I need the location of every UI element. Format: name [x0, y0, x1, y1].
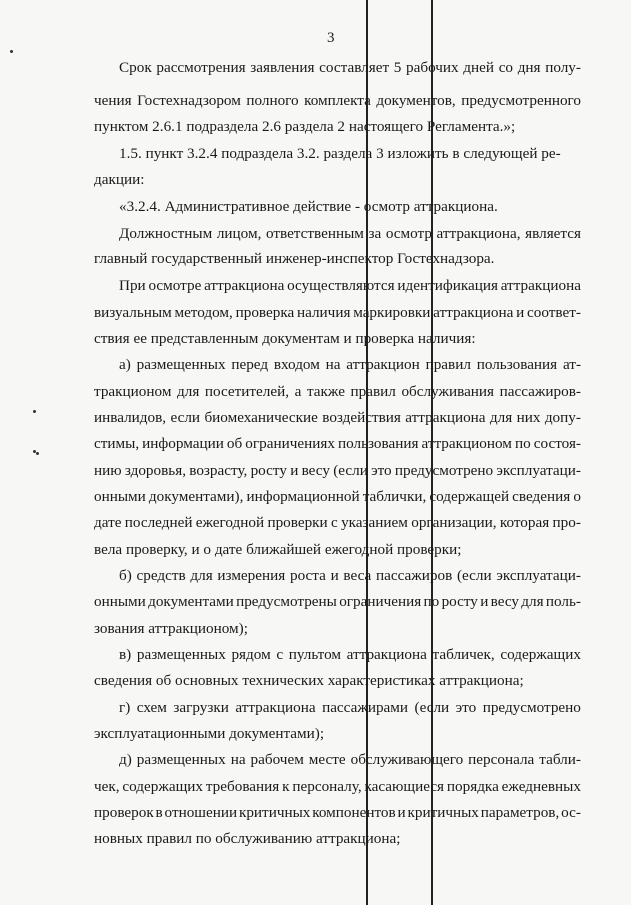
- page-number: 3: [327, 30, 335, 46]
- text-line: стимы, информации об ограничениях пользования аттракционом по состоя-: [94, 435, 581, 452]
- text-line: пунктом 2.6.1 подраздела 2.6 раздела 2 настоящего Регламента.»;: [94, 118, 516, 135]
- text-line: нию здоровья, возрасту, росту и весу (если это предусмотрено эксплуатаци-: [94, 462, 581, 479]
- text-line: д) размещенных на рабочем месте обслуживающего персонала табли-: [119, 751, 581, 768]
- text-line: чек, содержащих требования к персоналу, касающиеся порядка ежедневных: [94, 778, 581, 795]
- text-line: эксплуатационными документами);: [94, 725, 325, 742]
- text-line: а) размещенных перед входом на аттракцион правил пользования ат-: [119, 356, 581, 373]
- text-line: зования аттракционом);: [94, 620, 248, 637]
- text-line: тракционом для посетителей, а также правил обслуживания пассажиров-: [94, 383, 581, 400]
- text-line: Должностным лицом, ответственным за осмотр аттракциона, является: [119, 225, 581, 242]
- text-line: инвалидов, если биомеханические воздействия аттракциона для них допу-: [94, 409, 581, 426]
- text-line: При осмотре аттракциона осуществляются идентификация аттракциона: [119, 277, 581, 294]
- scan-speck: [10, 50, 13, 53]
- text-line: «3.2.4. Административное действие - осмотр аттракциона.: [119, 198, 498, 215]
- text-line: сведения об основных технических характеристиках аттракциона;: [94, 672, 524, 689]
- scan-speck: [36, 452, 39, 455]
- text-line: дате последней ежегодной проверки с указанием организации, которая про-: [94, 514, 581, 531]
- text-line: онными документами предусмотрены ограничения по росту и весу для поль-: [94, 593, 581, 610]
- text-line: чения Гостехнадзором полного комплекта документов, предусмотренного: [94, 92, 581, 109]
- text-line: вела проверку, и о дате ближайшей ежегодной проверки;: [94, 541, 462, 558]
- text-line: новных правил по обслуживанию аттракциона;: [94, 830, 401, 847]
- scan-speck: [33, 410, 36, 413]
- text-line: дакции:: [94, 171, 145, 188]
- text-line: б) средств для измерения роста и веса пассажиров (если эксплуатаци-: [119, 567, 581, 584]
- text-line: онными документами), информационной таблички, содержащей сведения о: [94, 488, 581, 505]
- text-line: ствия ее представленным документам и проверка наличия:: [94, 330, 476, 347]
- text-line: визуальным методом, проверка наличия маркировки аттракциона и соответ-: [94, 304, 581, 321]
- text-line: проверок в отношении критичных компонентов и критичных параметров, ос-: [94, 804, 581, 821]
- text-line: г) схем загрузки аттракциона пассажирами (если это предусмотрено: [119, 699, 581, 716]
- text-line: Срок рассмотрения заявления составляет 5 рабочих дней со дня полу-: [119, 59, 581, 76]
- text-line: главный государственный инженер-инспектор Гостехнадзора.: [94, 250, 495, 267]
- text-line: 1.5. пункт 3.2.4 подраздела 3.2. раздела 3 изложить в следующей ре-: [119, 145, 561, 162]
- text-line: в) размещенных рядом с пультом аттракциона табличек, содержащих: [119, 646, 581, 663]
